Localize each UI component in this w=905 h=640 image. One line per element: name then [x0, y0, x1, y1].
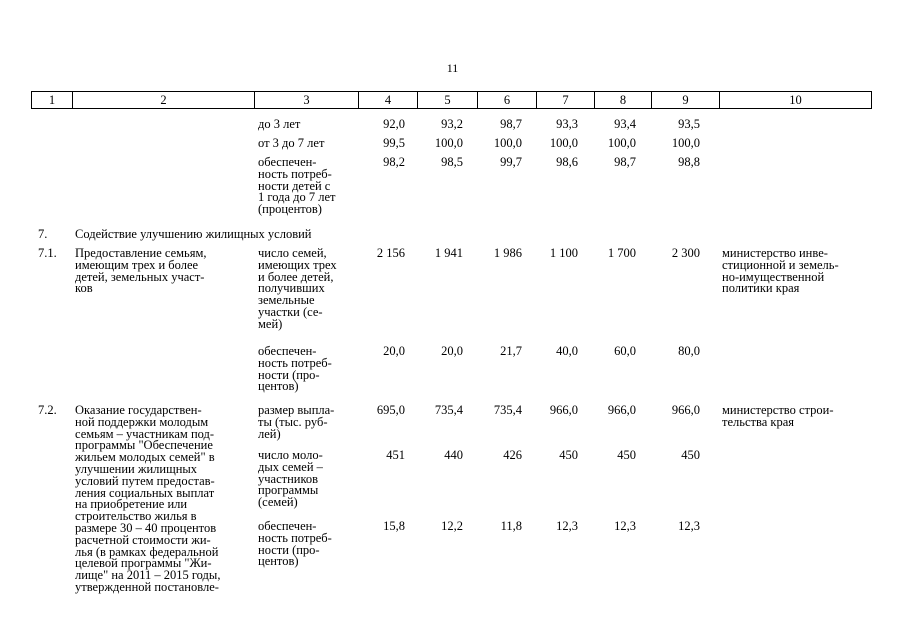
- value-cell: 99,7: [500, 155, 522, 169]
- value-cell: 966,0: [549, 403, 578, 417]
- indicator-text-line: земельные: [258, 293, 315, 308]
- header-cell-8: 8: [594, 92, 651, 108]
- value-cell: 100,0: [493, 136, 522, 150]
- value-cell: 450: [559, 448, 578, 462]
- value-cell: 1 100: [549, 246, 578, 260]
- page-number: 11: [446, 61, 459, 75]
- header-cell-4: 4: [358, 92, 417, 108]
- indicator-text-line: получивших: [258, 281, 325, 296]
- value-cell: 2 156: [376, 246, 405, 260]
- value-cell: 93,3: [556, 117, 578, 131]
- header-cell-2: 2: [72, 92, 254, 108]
- indicator-text-line: ность потреб-: [258, 166, 332, 181]
- measure-name-line: имеющим трех и более: [75, 257, 199, 272]
- executor-text-line: но-имущественной: [722, 269, 825, 284]
- measure-name-line: строительство жилья в: [75, 509, 197, 524]
- header-cell-9: 9: [651, 92, 719, 108]
- indicator-text-line: лей): [258, 426, 281, 441]
- measure-name-line: улучшении жилищных: [75, 462, 198, 476]
- value-cell: 92,0: [383, 117, 405, 131]
- measure-name-line: условий путем предостав-: [75, 473, 215, 488]
- executor-text-line: стиционной и земель-: [722, 257, 839, 272]
- value-cell: 100,0: [607, 136, 636, 150]
- header-cell-6: 6: [477, 92, 536, 108]
- indicator-text-line: ности (про-: [258, 542, 320, 557]
- value-cell: 98,2: [383, 155, 405, 169]
- value-cell: 93,5: [678, 117, 700, 131]
- indicator-text-line: ность потреб-: [258, 530, 332, 545]
- measure-name-line: расчетной стоимости жи-: [75, 532, 211, 547]
- measure-name-line: лище" на 2011 – 2015 годы,: [75, 568, 221, 583]
- value-cell: 12,3: [678, 519, 700, 533]
- executor-text-line: министерство строи-: [722, 403, 834, 417]
- row-number: 7.1.: [38, 246, 57, 260]
- value-cell: 440: [444, 448, 463, 462]
- value-cell: 450: [617, 448, 636, 462]
- value-cell: 93,2: [441, 117, 463, 131]
- value-cell: 450: [681, 448, 700, 462]
- header-cell-1: 1: [48, 93, 56, 107]
- indicator-text-line: центов): [258, 379, 299, 394]
- indicator-text-line: участки (се-: [258, 305, 323, 319]
- value-cell: 735,4: [493, 403, 522, 417]
- value-cell: 93,4: [614, 117, 636, 131]
- value-cell: 1 941: [434, 246, 463, 260]
- indicator-text-line: программы: [258, 483, 319, 498]
- indicator-text-line: (процентов): [258, 202, 322, 217]
- indicator-text-line: 1 года до 7 лет: [258, 190, 336, 205]
- measure-name-line: ной поддержки молодым: [75, 414, 209, 429]
- indicator-text-line: обеспечен-: [258, 519, 317, 533]
- indicator-text-line: обеспечен-: [258, 344, 317, 358]
- value-cell: 21,7: [500, 344, 522, 358]
- indicator-text-line: обеспечен-: [258, 155, 317, 169]
- value-cell: 20,0: [383, 344, 405, 358]
- indicator-text: от 3 до 7 лет: [258, 136, 325, 150]
- value-cell: 966,0: [607, 403, 636, 417]
- indicator-text-line: и более детей,: [258, 269, 334, 284]
- measure-name-line: размере 30 – 40 процентов: [75, 521, 217, 535]
- header-cell-7: 7: [536, 92, 594, 108]
- header-cell-3: 3: [254, 92, 358, 108]
- value-cell: 2 300: [671, 246, 700, 260]
- section-title: Содействие улучшению жилищных условий: [75, 227, 312, 241]
- indicator-text-line: имеющих трех: [258, 257, 337, 272]
- measure-name-line: целевой программы "Жи-: [75, 556, 212, 571]
- value-cell: 426: [503, 448, 522, 462]
- executor-text-line: политики края: [722, 281, 800, 296]
- indicator-text-line: центов): [258, 554, 299, 569]
- table-header: [31, 91, 872, 109]
- value-cell: 1 986: [493, 246, 522, 260]
- section-number: 7.: [38, 227, 48, 241]
- value-cell: 99,5: [383, 136, 405, 150]
- measure-name-line: Предоставление семьям,: [75, 246, 207, 260]
- value-cell: 98,7: [614, 155, 636, 169]
- value-cell: 12,3: [614, 519, 636, 533]
- value-cell: 735,4: [434, 403, 463, 417]
- indicator-text-line: ности (про-: [258, 367, 320, 382]
- measure-name-line: лья (в рамках федеральной: [75, 544, 219, 559]
- indicator-text-line: ности детей с: [258, 178, 331, 193]
- measure-name-line: семьям – участникам под-: [75, 426, 215, 441]
- value-cell: 12,3: [556, 519, 578, 533]
- header-cell-5: 5: [417, 92, 477, 108]
- value-cell: 60,0: [614, 344, 636, 358]
- indicator-text-line: дых семей –: [258, 459, 323, 474]
- value-cell: 98,8: [678, 155, 700, 169]
- indicator-text-line: ность потреб-: [258, 355, 332, 370]
- executor-text-line: министерство инве-: [722, 246, 828, 260]
- indicator-text-line: число семей,: [258, 246, 327, 260]
- value-cell: 98,7: [500, 117, 522, 131]
- value-cell: 80,0: [678, 344, 700, 358]
- value-cell: 100,0: [549, 136, 578, 150]
- measure-name-line: программы "Обеспечение: [75, 438, 213, 453]
- value-cell: 15,8: [383, 519, 405, 533]
- value-cell: 98,5: [441, 155, 463, 169]
- measure-name-line: на приобретение или: [75, 497, 188, 512]
- measure-name-line: ков: [75, 281, 93, 296]
- value-cell: 40,0: [556, 344, 578, 358]
- value-cell: 695,0: [376, 403, 405, 417]
- value-cell: 100,0: [434, 136, 463, 150]
- row-number: 7.2.: [38, 403, 57, 417]
- value-cell: 98,6: [556, 155, 578, 169]
- measure-name-line: детей, земельных участ-: [75, 269, 205, 284]
- indicator-text-line: число моло-: [258, 448, 323, 462]
- indicator-text: до 3 лет: [258, 117, 301, 131]
- value-cell: 966,0: [671, 403, 700, 417]
- indicator-text-line: участников: [258, 471, 319, 486]
- value-cell: 451: [386, 448, 405, 462]
- measure-name-line: утвержденной постановле-: [75, 580, 219, 594]
- indicator-text-line: (семей): [258, 495, 298, 510]
- measure-name-line: Оказание государствен-: [75, 403, 202, 417]
- value-cell: 12,2: [441, 519, 463, 533]
- value-cell: 1 700: [607, 246, 636, 260]
- indicator-text-line: размер выпла-: [258, 403, 335, 417]
- value-cell: 100,0: [671, 136, 700, 150]
- measure-name-line: ления социальных выплат: [75, 485, 215, 500]
- value-cell: 20,0: [441, 344, 463, 358]
- executor-text-line: тельства края: [722, 414, 794, 429]
- measure-name-line: жильем молодых семей" в: [75, 450, 215, 465]
- indicator-text-line: мей): [258, 316, 283, 331]
- indicator-text-line: ты (тыс. руб-: [258, 414, 328, 429]
- value-cell: 11,8: [500, 519, 522, 533]
- header-cell-10: 10: [719, 92, 871, 108]
